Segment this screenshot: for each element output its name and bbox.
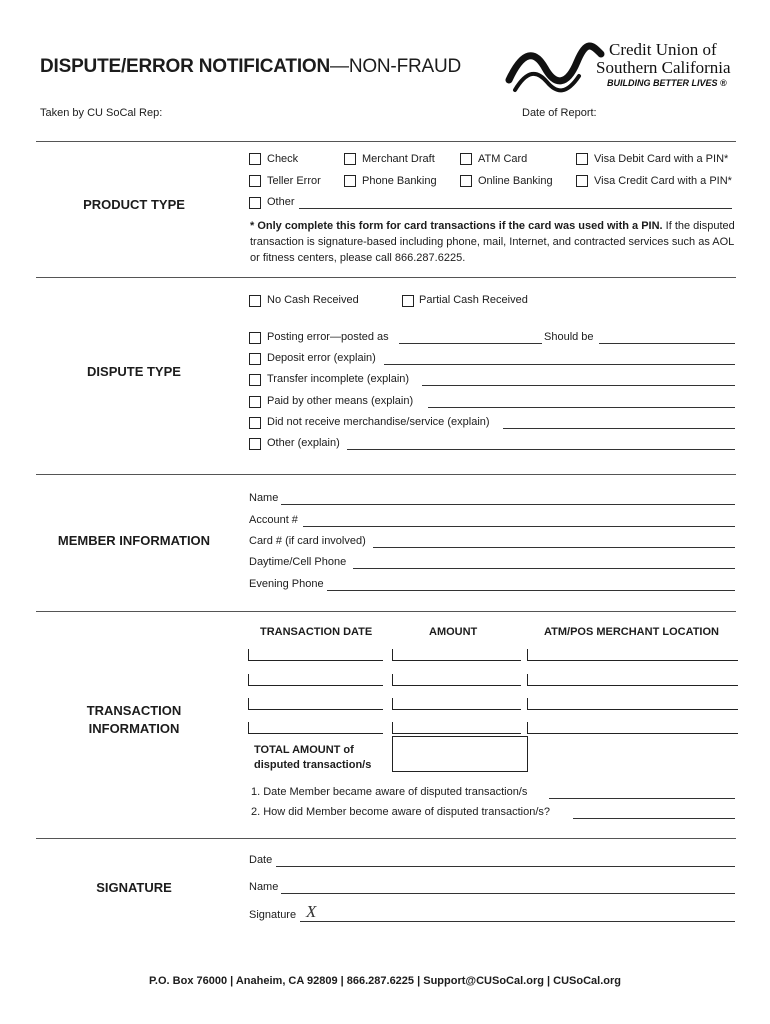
explain-input-line[interactable] — [422, 385, 735, 386]
dispute-item-label: Other (explain) — [267, 437, 340, 449]
checkbox-transfer-incomplete[interactable] — [249, 374, 261, 386]
option-label: Phone Banking — [362, 175, 437, 187]
total-amount-line-1: TOTAL AMOUNT of — [254, 744, 354, 756]
option-label: Merchant Draft — [362, 153, 435, 165]
option-label: Visa Credit Card with a PIN* — [594, 175, 732, 187]
transaction-heading-line-2: INFORMATION — [88, 721, 180, 736]
col-amount: AMOUNT — [429, 626, 478, 638]
checkbox-atm-card[interactable] — [460, 153, 472, 165]
dispute-item-label: Paid by other means (explain) — [267, 395, 414, 407]
wave-logo-icon — [505, 40, 605, 94]
transaction-date-field[interactable] — [248, 698, 383, 710]
checkbox-no-cash[interactable] — [249, 295, 261, 307]
transaction-date-field[interactable] — [248, 722, 383, 734]
account-number-label: Account # — [249, 514, 298, 526]
dispute-item-label: Deposit error (explain) — [267, 352, 376, 364]
merchant-location-field[interactable] — [527, 649, 738, 661]
no-cash-label: No Cash Received — [267, 294, 359, 306]
merchant-location-field[interactable] — [527, 722, 738, 734]
amount-field[interactable] — [392, 722, 521, 734]
signature-name-label: Name — [249, 881, 279, 893]
checkbox-did-not-receive[interactable] — [249, 417, 261, 429]
amount-field[interactable] — [392, 674, 521, 686]
explain-input-line[interactable] — [503, 428, 735, 429]
col-merchant-location: ATM/POS MERCHANT LOCATION — [544, 626, 719, 638]
question-2-label: 2. How did Member become aware of disputed transaction/s? — [251, 806, 550, 818]
total-amount-box[interactable] — [392, 736, 528, 772]
checkbox-posting-error[interactable] — [249, 332, 261, 344]
checkbox-check[interactable] — [249, 153, 261, 165]
partial-cash-label: Partial Cash Received — [419, 294, 528, 306]
option-label: Teller Error — [267, 175, 321, 187]
section-divider — [36, 611, 736, 612]
date-of-report-label: Date of Report: — [522, 107, 597, 119]
checkbox-visa-debit[interactable] — [576, 153, 588, 165]
option-label: Online Banking — [478, 175, 553, 187]
card-number-label: Card # (if card involved) — [249, 535, 366, 547]
transaction-date-field[interactable] — [248, 674, 383, 686]
signature-heading: SIGNATURE — [96, 880, 172, 895]
merchant-location-field[interactable] — [527, 698, 738, 710]
total-amount-label — [254, 743, 371, 773]
total-amount-line-2: disputed transaction/s — [254, 759, 372, 771]
pin-note — [250, 218, 735, 266]
member-info-heading: MEMBER INFORMATION — [57, 533, 211, 548]
other-input-line[interactable] — [299, 208, 732, 209]
section-divider — [36, 474, 736, 475]
checkbox-merchant-draft[interactable] — [344, 153, 356, 165]
posted-as-input-line[interactable] — [399, 343, 542, 344]
footer-contact: P.O. Box 76000 | Anaheim, CA 92809 | 866.287.6225 | Support@CUSoCal.org | CUSoCal.org — [149, 975, 621, 987]
checkbox-teller-error[interactable] — [249, 175, 261, 187]
dispute-item-label: Did not receive merchandise/service (explain) — [267, 416, 490, 428]
posting-error-label: Posting error—posted as — [267, 331, 389, 343]
signature-date-input-line[interactable] — [276, 866, 735, 867]
amount-field[interactable] — [392, 649, 521, 661]
logo-tagline: BUILDING BETTER LIVES ® — [607, 78, 727, 88]
checkbox-phone-banking[interactable] — [344, 175, 356, 187]
form-title-bold: DISPUTE/ERROR NOTIFICATION — [40, 56, 331, 77]
option-label: ATM Card — [478, 153, 528, 165]
checkbox-paid-other-means[interactable] — [249, 396, 261, 408]
card-number-input-line[interactable] — [373, 547, 735, 548]
checkbox-deposit-error[interactable] — [249, 353, 261, 365]
merchant-location-field[interactable] — [527, 674, 738, 686]
question-2-input-line[interactable] — [573, 818, 735, 819]
transaction-date-field[interactable] — [248, 649, 383, 661]
amount-field[interactable] — [392, 698, 521, 710]
taken-by-label: Taken by CU SoCal Rep: — [40, 107, 163, 119]
daytime-phone-label: Daytime/Cell Phone — [249, 556, 347, 568]
checkbox-visa-credit[interactable] — [576, 175, 588, 187]
signature-name-input-line[interactable] — [281, 893, 735, 894]
logo-line-2: Southern California — [596, 58, 731, 77]
member-name-label: Name — [249, 492, 279, 504]
transaction-info-heading — [34, 702, 234, 738]
other-label: Other — [267, 196, 295, 208]
transaction-heading-line-1: TRANSACTION — [86, 703, 182, 718]
question-1-input-line[interactable] — [549, 798, 735, 799]
signature-label: Signature — [249, 909, 297, 921]
checkbox-other[interactable] — [249, 197, 261, 209]
explain-input-line[interactable] — [347, 449, 735, 450]
daytime-phone-input-line[interactable] — [353, 568, 735, 569]
explain-input-line[interactable] — [384, 364, 735, 365]
checkbox-other-explain[interactable] — [249, 438, 261, 450]
evening-phone-input-line[interactable] — [327, 590, 735, 591]
signature-date-label: Date — [249, 854, 273, 866]
account-number-input-line[interactable] — [303, 526, 735, 527]
pin-note-rest: If the disputed transaction is signature-based including phone, mail, Internet, and contracted services such as AOL or fitness centers, please call 866.287.6225. — [250, 220, 735, 264]
dispute-item-label: Transfer incomplete (explain) — [267, 373, 410, 385]
question-1-label: 1. Date Member became aware of disputed transaction/s — [251, 786, 528, 798]
explain-input-line[interactable] — [428, 407, 735, 408]
logo-line-1: Credit Union of — [609, 40, 717, 59]
evening-phone-label: Evening Phone — [249, 578, 324, 590]
member-name-input-line[interactable] — [281, 504, 735, 505]
section-divider — [36, 141, 736, 142]
checkbox-partial-cash[interactable] — [402, 295, 414, 307]
should-be-label: Should be — [544, 331, 594, 343]
section-divider — [36, 838, 736, 839]
form-title — [40, 56, 461, 78]
col-transaction-date: TRANSACTION DATE — [260, 626, 373, 638]
checkbox-online-banking[interactable] — [460, 175, 472, 187]
section-divider — [36, 277, 736, 278]
pin-note-bold: * Only complete this form for card transactions if the card was used with a PIN. — [250, 220, 663, 232]
dispute-type-heading: DISPUTE TYPE — [87, 364, 181, 379]
signature-x-mark: X — [306, 902, 317, 921]
should-be-input-line[interactable] — [599, 343, 735, 344]
option-label: Visa Debit Card with a PIN* — [594, 153, 729, 165]
product-type-heading: PRODUCT TYPE — [83, 197, 185, 212]
form-title-rest: —NON-FRAUD — [330, 56, 462, 77]
signature-input-line[interactable] — [300, 921, 735, 922]
option-label: Check — [267, 153, 299, 165]
